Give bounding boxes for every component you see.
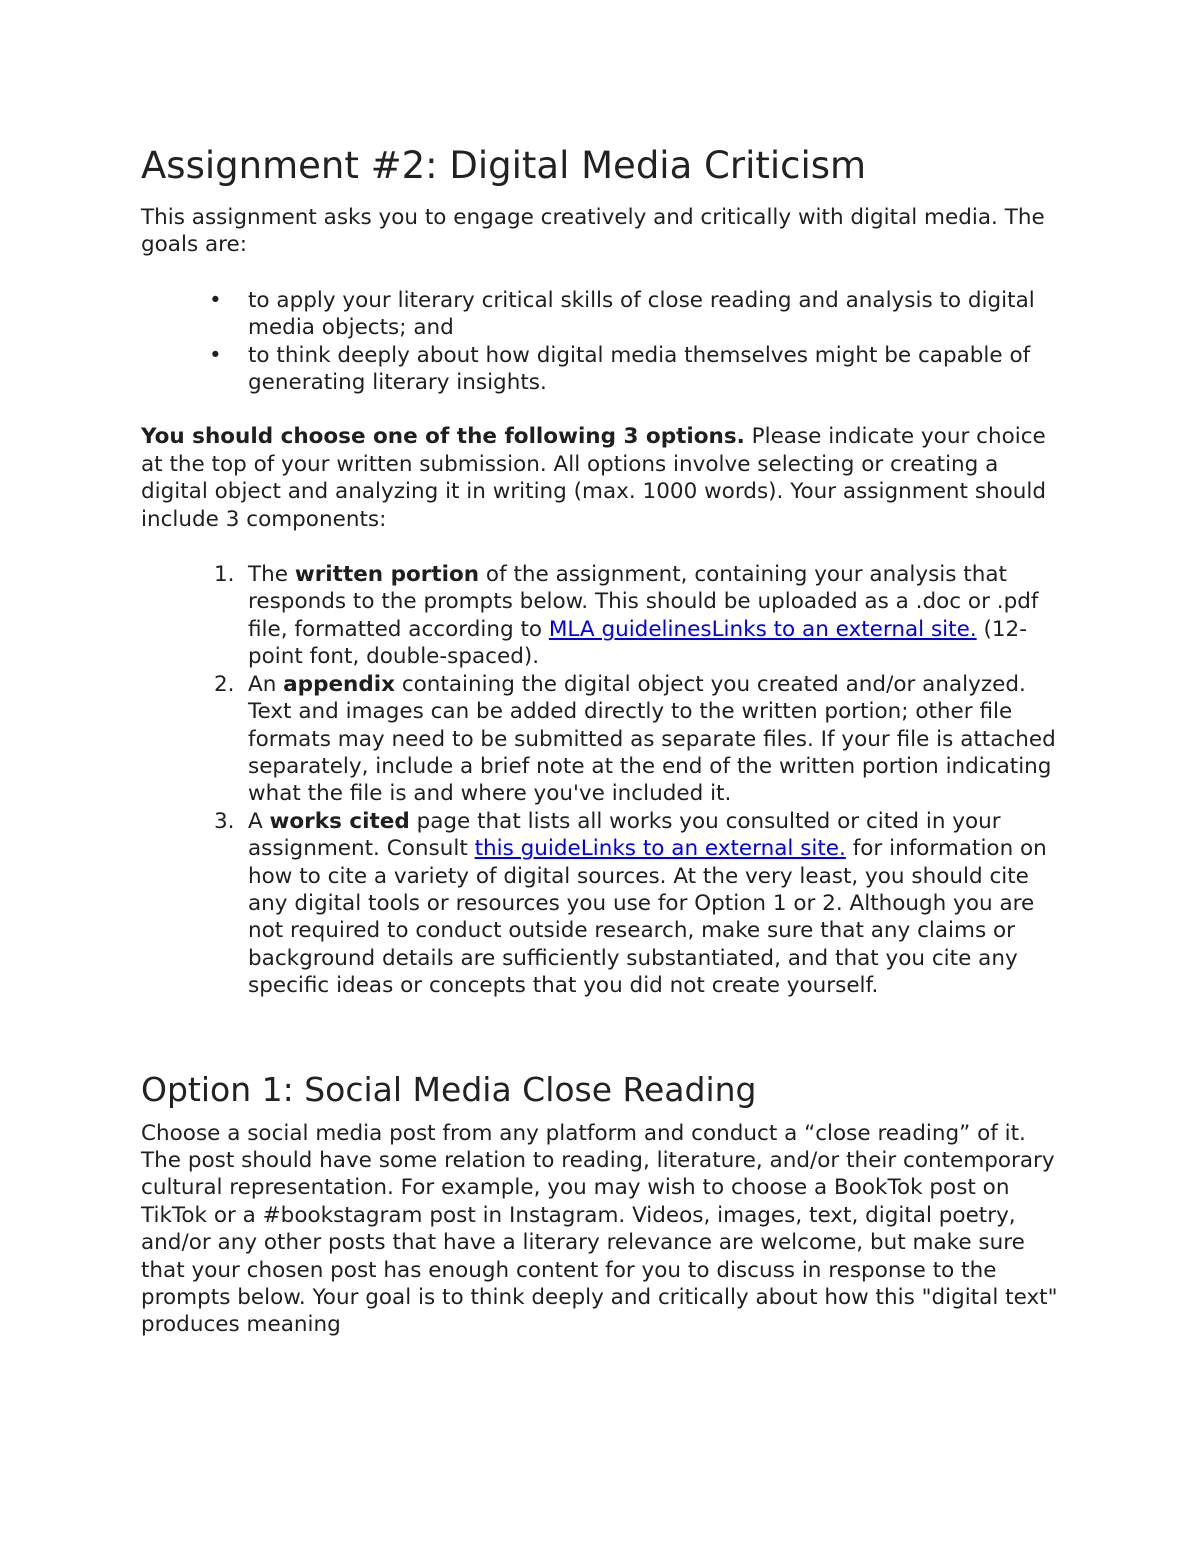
- component-text: containing the digital object you created and/or analyzed. Text and images can be added directly to the written portion; other file formats may need to be submitted as separate files. If your file is attached separately, include a brief note at the end of the written portion indicating what the file is and where you've included it.: [248, 671, 1056, 807]
- page-title: Assignment #2: Digital Media Criticism: [141, 144, 867, 187]
- component-text: (12-point font, double-spaced).: [248, 616, 1027, 670]
- choose-text: Please indicate your choice at the top of your written submission. All options involve selecting or creating a digital object and analyzing it in writing (max. 1000 words). Your assignment should include 3 components:: [141, 424, 1047, 532]
- list-number: 1.: [214, 562, 235, 588]
- components-list: [141, 561, 1071, 1000]
- mla-guidelines-link[interactable]: MLA guidelinesLinks to an external site.: [548, 616, 977, 642]
- component-bold-text: written portion: [294, 562, 480, 588]
- option-1-paragraph: Choose a social media post from any platform and conduct a “close reading” of it. The post should have some relation to reading, literature, and/or their contemporary cultural representation. For example, you may wish to choose a BookTok post on TikTok or a #bookstagram post in Instagram. Videos, images, text, digital poetry, and/or any other posts that have a literary relevance are welcome, but make sure that your chosen post has enough content for you to discuss in response to the prompts below. Your goal is to think deeply and critically about how this "digital text" produces meaning: [141, 1120, 1058, 1338]
- list-item: [141, 671, 1071, 808]
- list-item: [141, 287, 1071, 342]
- intro-paragraph: This assignment asks you to engage creatively and critically with digital media. The goals are:: [141, 205, 1045, 258]
- component-bold-text: works cited: [269, 808, 410, 834]
- goal-text: to think deeply about how digital media themselves might be capable of generating literary insights.: [248, 342, 1031, 396]
- list-number: 3.: [214, 808, 235, 834]
- document-page: [141, 140, 1071, 1339]
- choose-bold-text: You should choose one of the following 3 options.: [141, 424, 745, 450]
- list-number: 2.: [214, 671, 235, 697]
- component-text: page that lists all works you consulted or cited in your assignment. Consult: [248, 808, 1001, 862]
- citation-guide-link[interactable]: this guideLinks to an external site.: [474, 836, 846, 862]
- bullet-icon: •: [209, 287, 222, 313]
- component-text: The: [248, 562, 295, 588]
- list-item: [141, 342, 1071, 397]
- bullet-icon: •: [209, 342, 222, 368]
- goal-text: to apply your literary critical skills of close reading and analysis to digital media objects; and: [248, 287, 1035, 341]
- list-item: [141, 561, 1071, 671]
- list-item: [141, 808, 1071, 1000]
- component-text: An: [248, 671, 284, 697]
- choose-paragraph: [141, 423, 1071, 533]
- component-bold-text: appendix: [283, 671, 395, 697]
- component-text: for information on how to cite a variety of digital sources. At the very least, you should cite any digital tools or resources you use for Option 1 or 2. Although you are not required to conduct outside research, make sure that any claims or background details are sufficiently substantiated, and that you cite any specific ideas or concepts that you did not create yourself.: [248, 836, 1047, 999]
- component-text: A: [248, 808, 270, 834]
- component-text: of the assignment, containing your analysis that responds to the prompts below. This should be uploaded as a .doc or .pdf file, formatted according to: [248, 562, 1039, 642]
- goals-list: [141, 287, 1071, 397]
- option-1-heading: Option 1: Social Media Close Reading: [141, 1069, 757, 1109]
